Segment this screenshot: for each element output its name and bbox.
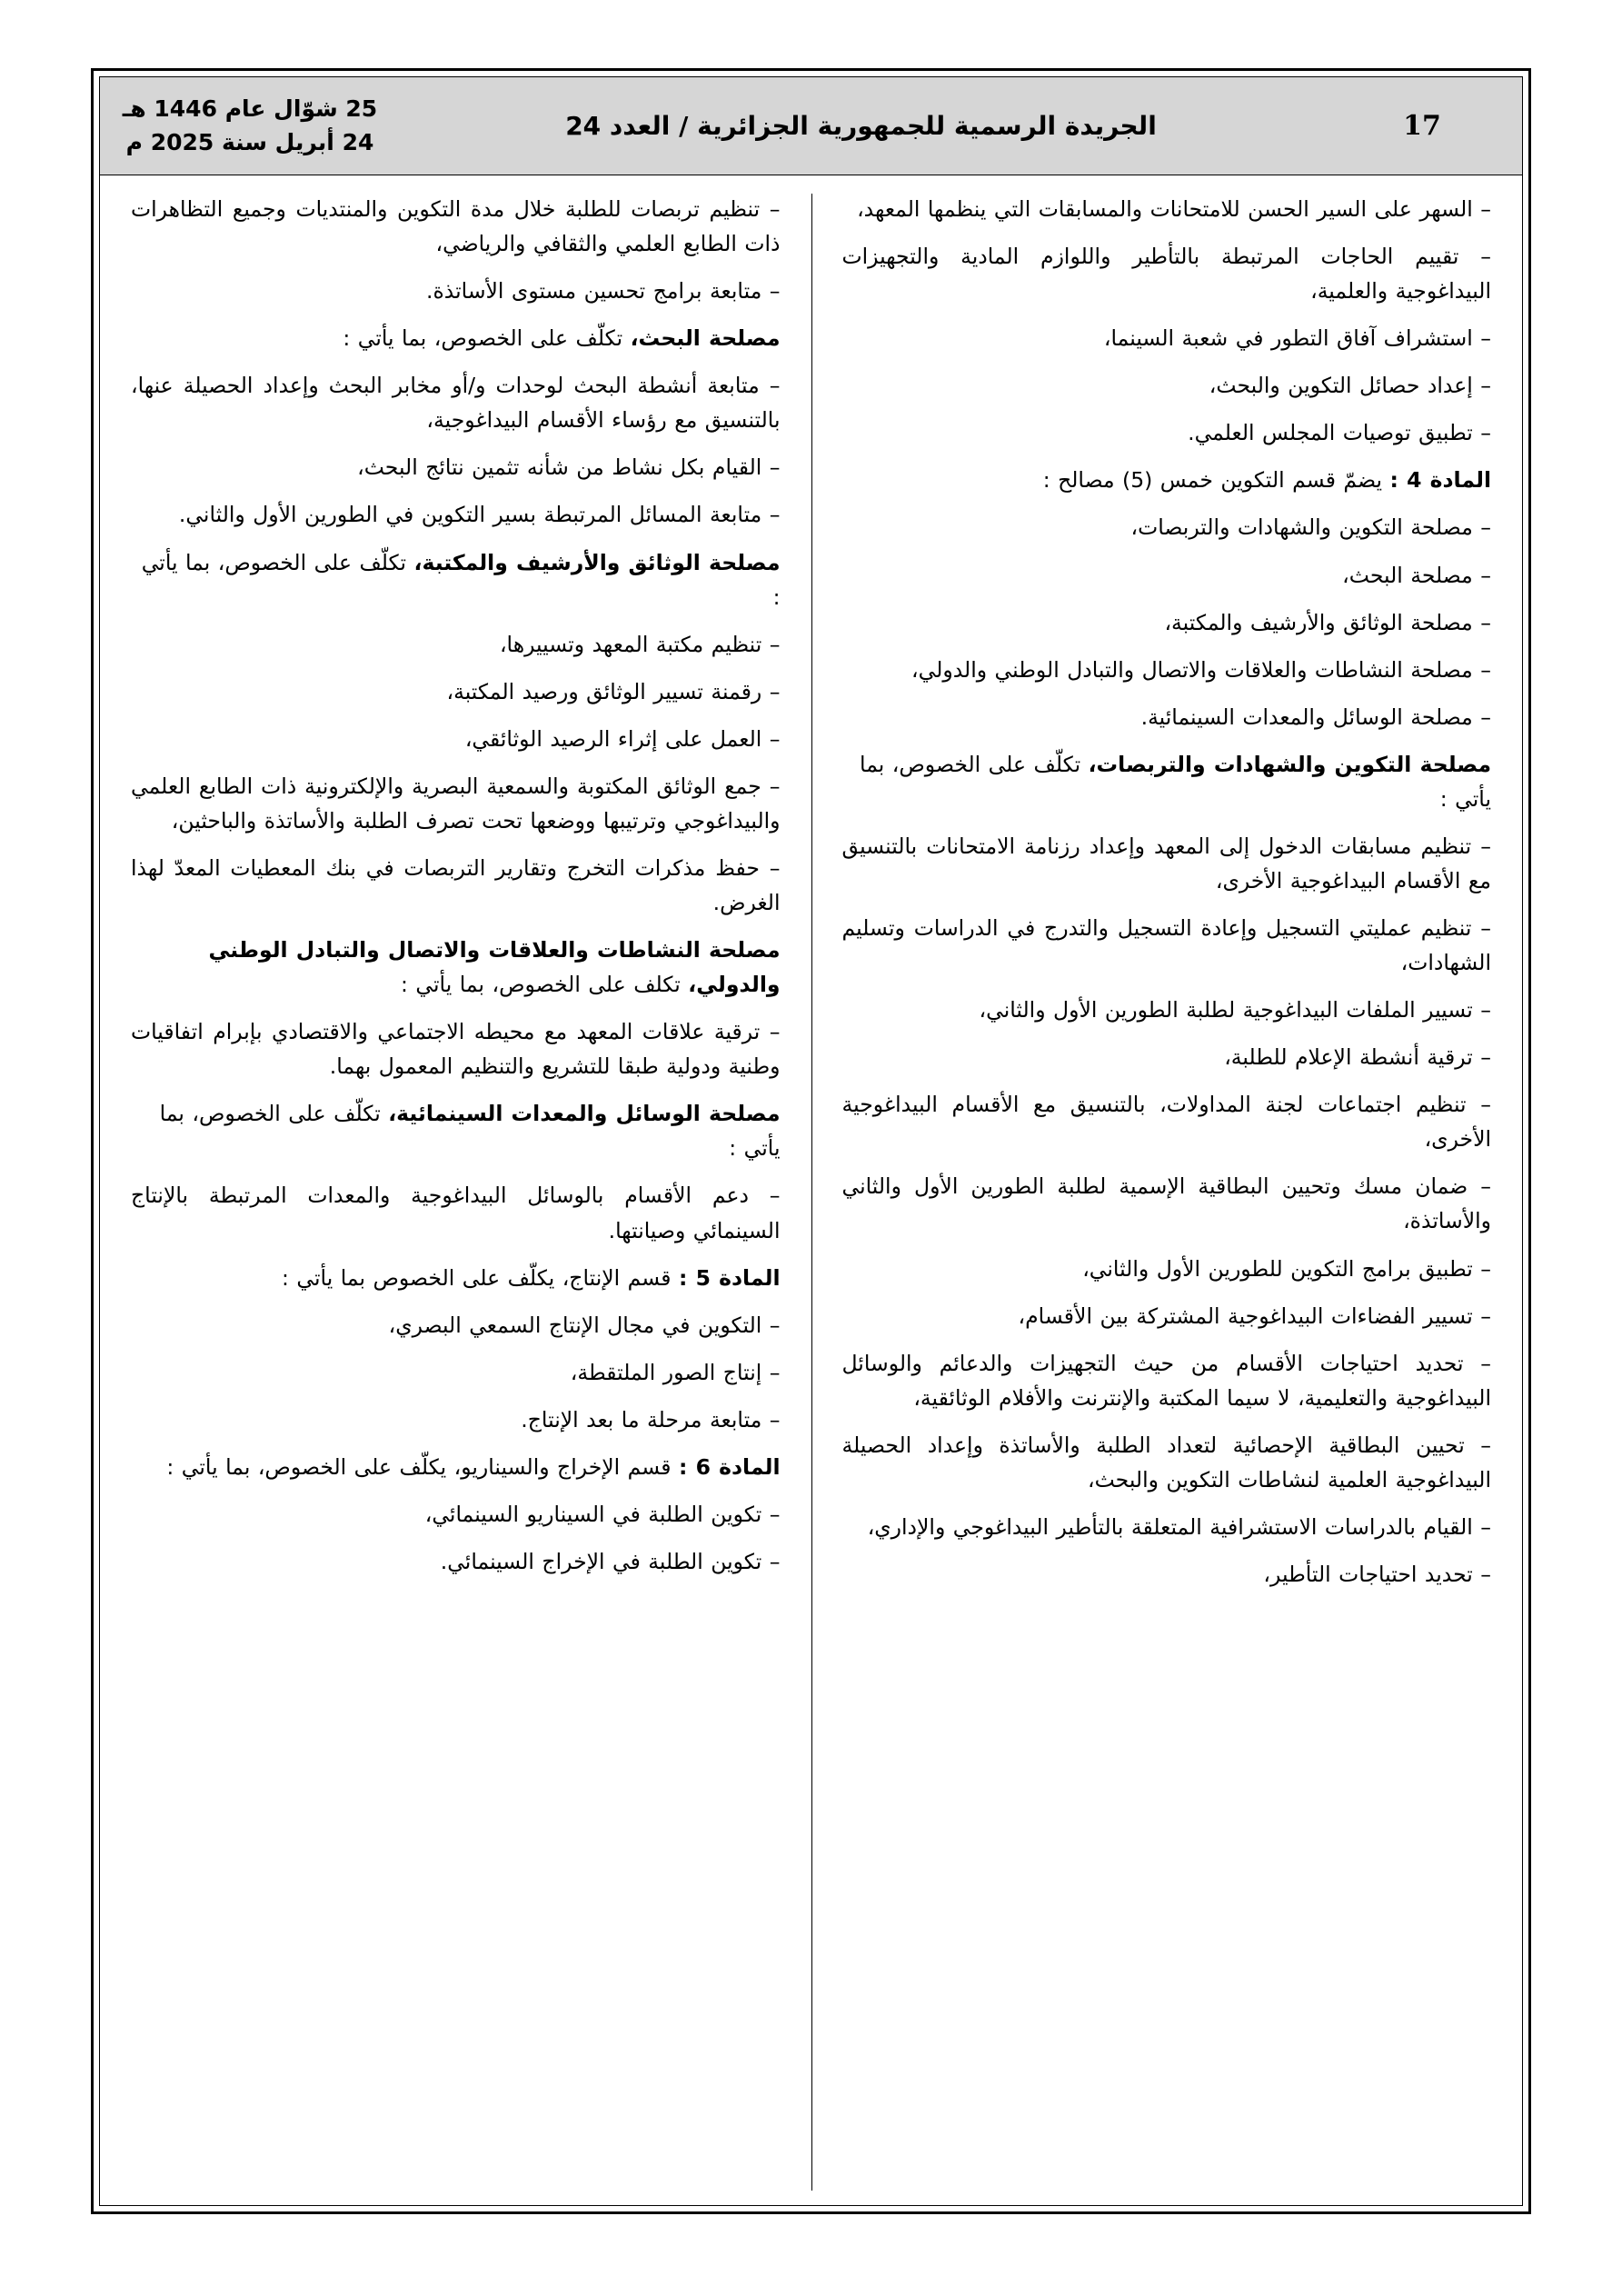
list-item: – دعم الأقسام بالوسائل البيداغوجية والمعدات المرتبطة بالإنتاج السينمائي وصيانتها. xyxy=(131,1183,781,1243)
list-item: – مصلحة التكوين والشهادات والتربصات، xyxy=(1130,514,1491,541)
list-item: – تكوين الطلبة في السيناريو السينمائي، xyxy=(424,1501,781,1527)
paragraph-text: يضمّ قسم التكوين خمس (5) مصالح : xyxy=(1042,467,1390,494)
page-border-inner xyxy=(99,76,1523,2206)
service-paragraph xyxy=(131,933,781,1002)
list-item: – استشراف آفاق التطور في شعبة السينما، xyxy=(1103,325,1491,352)
service-name: مصلحة النشاطات والعلاقات والاتصال والتبادل الوطني والدولي، xyxy=(208,937,781,998)
paragraph-text: تكلّف على الخصوص، بما يأتي : xyxy=(343,325,631,352)
service-paragraph xyxy=(842,747,1492,816)
paragraph-text: تكلف على الخصوص، بما يأتي : xyxy=(401,972,689,998)
list-item: – مصلحة الوثائق والأرشيف والمكتبة، xyxy=(1164,609,1491,635)
date-hijri: 25 شوّال عام 1446 هـ xyxy=(122,95,378,123)
list-item: – العمل على إثراء الرصيد الوثائقي، xyxy=(464,725,781,752)
list-item: – تطبيق برامج التكوين للطورين الأول والثاني، xyxy=(1082,1255,1491,1282)
article-paragraph xyxy=(131,1261,781,1295)
list-item: – جمع الوثائق المكتوبة والسمعية البصرية والإلكترونية ذات الطابع العلمي والبيداغوجي وترتيبها ووضعها تحت تصرف الطلبة والأساتذة والباحثين، xyxy=(131,773,781,834)
list-item: – تنظيم مسابقات الدخول إلى المعهد وإعداد رزنامة الامتحانات بالتنسيق مع الأقسام البيداغوجية الأخرى، xyxy=(841,833,1491,893)
list-item: – القيام بكل نشاط من شأنه تثمين نتائج البحث، xyxy=(357,454,781,481)
list-item: – تطبيق توصيات المجلس العلمي. xyxy=(1188,420,1491,446)
list-item: – السهر على السير الحسن للامتحانات والمسابقات التي ينظمها المعهد، xyxy=(857,196,1491,222)
service-paragraph xyxy=(131,321,781,355)
paragraph-text: قسم الإنتاج، يكلّف على الخصوص بما يأتي : xyxy=(282,1264,679,1291)
list-item: – مصلحة النشاطات والعلاقات والاتصال والتبادل الوطني والدولي، xyxy=(911,656,1491,683)
list-item: – متابعة أنشطة البحث لوحدات و/أو مخابر البحث وإعداد الحصيلة عنها، بالتنسيق مع رؤساء الأقسام البيداغوجية، xyxy=(131,373,781,434)
article-paragraph xyxy=(131,1450,781,1484)
issue-date xyxy=(100,77,400,175)
article-number: المادة 6 : xyxy=(678,1453,781,1480)
article-number: المادة 4 : xyxy=(1389,467,1491,494)
service-paragraph xyxy=(131,1096,781,1165)
list-item: – رقمنة تسيير الوثائق ورصيد المكتبة، xyxy=(446,678,781,704)
list-item: – القيام بالدراسات الاستشرافية المتعلقة بالتأطير البيداغوجي والإداري، xyxy=(867,1513,1491,1540)
paragraph-text: تكلّف على الخصوص، بما يأتي : xyxy=(860,751,1491,812)
list-item: – تكوين الطلبة في الإخراج السينمائي. xyxy=(440,1548,781,1574)
column-right xyxy=(811,192,1523,2196)
service-name: مصلحة البحث، xyxy=(630,325,781,352)
list-item: – ضمان مسك وتحيين البطاقية الإسمية لطلبة الطورين الأول والثاني والأساتذة، xyxy=(841,1173,1491,1234)
list-item: – تنظيم عمليتي التسجيل وإعادة التسجيل والتدرج في الدراسات وتسليم الشهادات، xyxy=(841,915,1491,976)
paragraph-text: قسم الإخراج والسيناريو، يكلّف على الخصوص، بما يأتي : xyxy=(166,1453,679,1480)
list-item: – تقييم الحاجات المرتبطة بالتأطير واللوازم المادية والتجهيزات البيداغوجية والعلمية، xyxy=(841,244,1491,304)
list-item: – تنظيم مكتبة المعهد وتسييرها، xyxy=(499,631,781,657)
list-item: – حفظ مذكرات التخرج وتقارير التربصات في بنك المعطيات المعدّ لهذا الغرض. xyxy=(131,854,781,915)
page-number: 17 xyxy=(1403,110,1441,142)
paragraph-text: تكلّف على الخصوص، بما يأتي : xyxy=(141,549,781,610)
list-item: – متابعة المسائل المرتبطة بسير التكوين في الطورين الأول والثاني. xyxy=(178,502,781,528)
paragraph-text: تكلّف على الخصوص، بما يأتي : xyxy=(159,1101,781,1162)
list-item: – متابعة مرحلة ما بعد الإنتاج. xyxy=(521,1406,781,1433)
list-item: – تنظيم تربصات للطلبة خلال مدة التكوين والمنتديات وجميع التظاهرات ذات الطابع العلمي والثقافي والرياضي، xyxy=(131,196,781,257)
column-left xyxy=(100,192,811,2196)
article-number: المادة 5 : xyxy=(678,1264,781,1291)
body-columns xyxy=(100,175,1522,2205)
page-border-outer xyxy=(91,68,1531,2214)
list-item: – تحديد احتياجات الأقسام من حيث التجهيزات والدعائم والوسائل البيداغوجية والتعليمية، لا سيما المكتبة والإنترنت والأفلام الوثائقية، xyxy=(841,1350,1491,1411)
page-header xyxy=(100,77,1522,175)
list-item: – تحيين البطاقية الإحصائية لتعداد الطلبة والأساتذة وإعداد الحصيلة البيداغوجية العلمية لنشاطات التكوين والبحث، xyxy=(841,1432,1491,1492)
date-gregorian: 24 أبريل سنة 2025 م xyxy=(125,128,374,155)
list-item: – التكوين في مجال الإنتاج السمعي البصري، xyxy=(388,1312,781,1338)
service-name: مصلحة التكوين والشهادات والتربصات، xyxy=(1088,751,1491,777)
list-item: – ترقية علاقات المعهد مع محيطه الاجتماعي والاقتصادي بإبرام اتفاقيات وطنية ودولية طبقا للتشريع والتنظيم المعمول بهما. xyxy=(131,1019,781,1080)
list-item: – تحديد احتياجات التأطير، xyxy=(1263,1561,1491,1587)
list-item: – تسيير الفضاءات البيداغوجية المشتركة بين الأقسام، xyxy=(1018,1303,1491,1329)
list-item: – تنظيم اجتماعات لجنة المداولات، بالتنسيق مع الأقسام البيداغوجية الأخرى، xyxy=(841,1092,1491,1153)
service-paragraph xyxy=(131,545,781,614)
article-paragraph xyxy=(842,463,1492,497)
list-item: – مصلحة البحث، xyxy=(1342,562,1491,588)
journal-title: الجريدة الرسمية للجمهورية الجزائرية / العدد 24 xyxy=(565,111,1157,141)
list-item: – متابعة برامج تحسين مستوى الأساتذة. xyxy=(426,278,781,304)
service-name: مصلحة الوثائق والأرشيف والمكتبة، xyxy=(413,549,781,575)
list-item: – إعداد حصائل التكوين والبحث، xyxy=(1209,373,1491,399)
service-name: مصلحة الوسائل والمعدات السينمائية، xyxy=(388,1101,781,1127)
list-item: – تسيير الملفات البيداغوجية لطلبة الطورين الأول والثاني، xyxy=(979,997,1491,1023)
list-item: – ترقية أنشطة الإعلام للطلبة، xyxy=(1224,1044,1491,1071)
list-item: – إنتاج الصور الملتقطة، xyxy=(570,1359,781,1385)
list-item: – مصلحة الوسائل والمعدات السينمائية. xyxy=(1140,704,1491,730)
column-divider xyxy=(811,194,812,2191)
